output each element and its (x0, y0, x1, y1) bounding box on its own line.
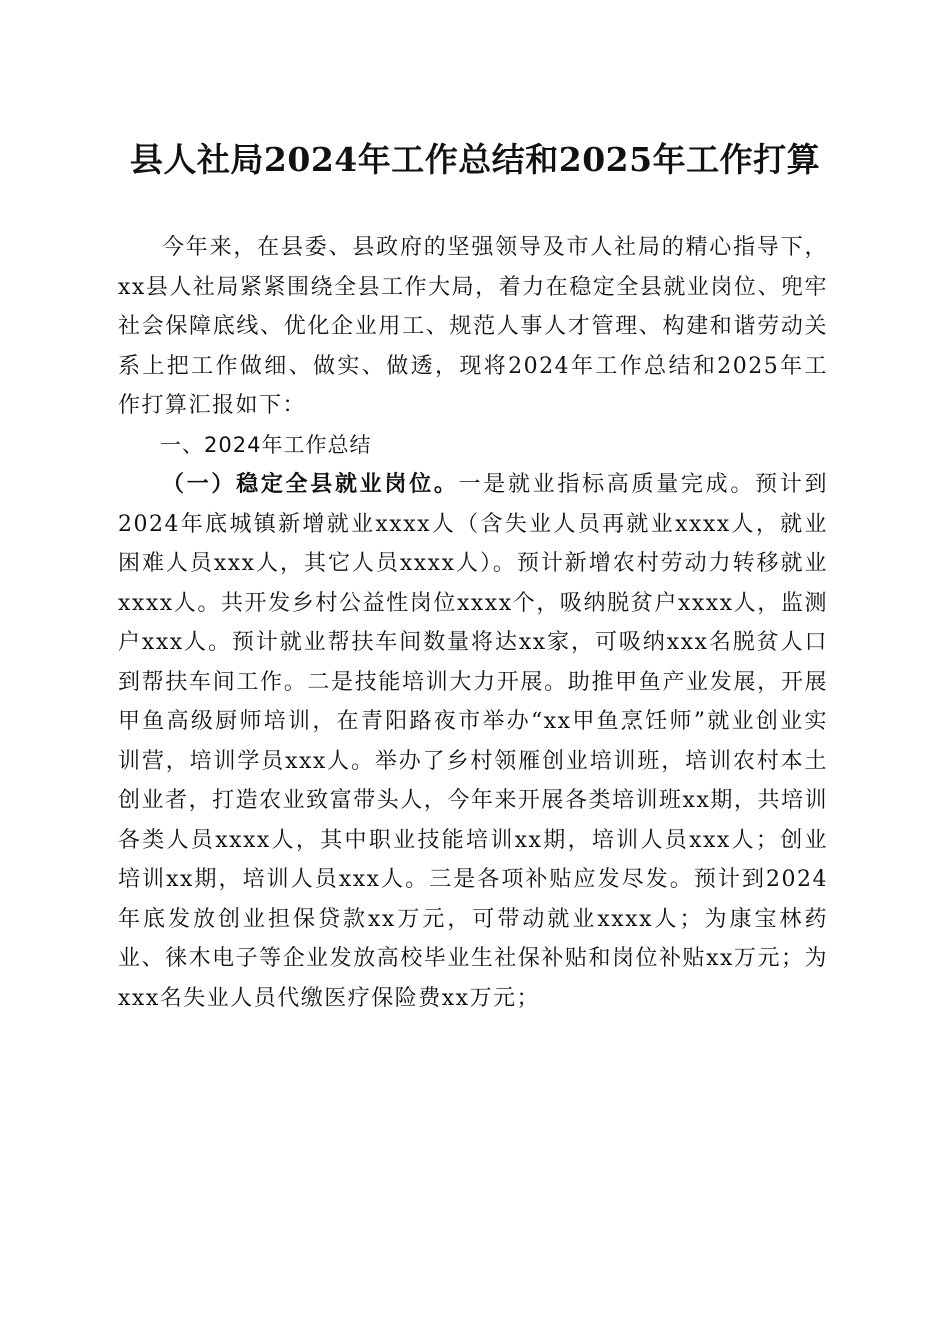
subsection-heading: （一）稳定全县就业岗位。 (162, 471, 459, 497)
subsection-body: 一是就业指标高质量完成。预计到2024年底城镇新增就业xxxx人（含失业人员再就业xxxx人，就业困难人员xxx人，其它人员xxxx人）。预计新增农村劳动力转移就业xxxx人。共开发乡村公益性岗位xxxx个，吸纳脱贫户xxxx人，监测户xxx人。预计就业帮扶车间数量将达xx家，可吸纳xxx名脱贫人口到帮扶车间工作。二是技能培训大力开展。助推甲鱼产业发展，开展甲鱼高级厨师培训，在青阳路夜市举办“xx甲鱼烹饪师”就业创业实训营，培训学员xxx人。举办了乡村领雁创业培训班，培训农村本土创业者，打造农业致富带头人，今年来开展各类培训班xx期，共培训各类人员xxxx人，其中职业技能培训xx期，培训人员xxx人；创业培训xx期，培训人员xxx人。三是各项补贴应发尽发。预计到2024年底发放创业担保贷款xx万元，可带动就业xxxx人；为康宝林药业、徕木电子等企业发放高校毕业生社保补贴和岗位补贴xx万元；为xxx名失业人员代缴医疗保险费xx万元； (118, 472, 828, 1011)
subsection-paragraph (118, 465, 828, 1018)
section-heading: 一、2024年工作总结 (160, 432, 372, 457)
intro-paragraph: 今年来，在县委、县政府的坚强领导及市人社局的精心指导下，xx县人社局紧紧围绕全县工作大局，着力在稳定全县就业岗位、兜牢社会保障底线、优化企业用工、规范人事人才管理、构建和谐劳动关系上把工作做细、做实、做透，现将2024年工作总结和2025年工作打算汇报如下： (118, 235, 828, 418)
document-title: 县人社局2024年工作总结和2025年工作打算 (129, 140, 821, 179)
document-body (118, 228, 828, 1018)
